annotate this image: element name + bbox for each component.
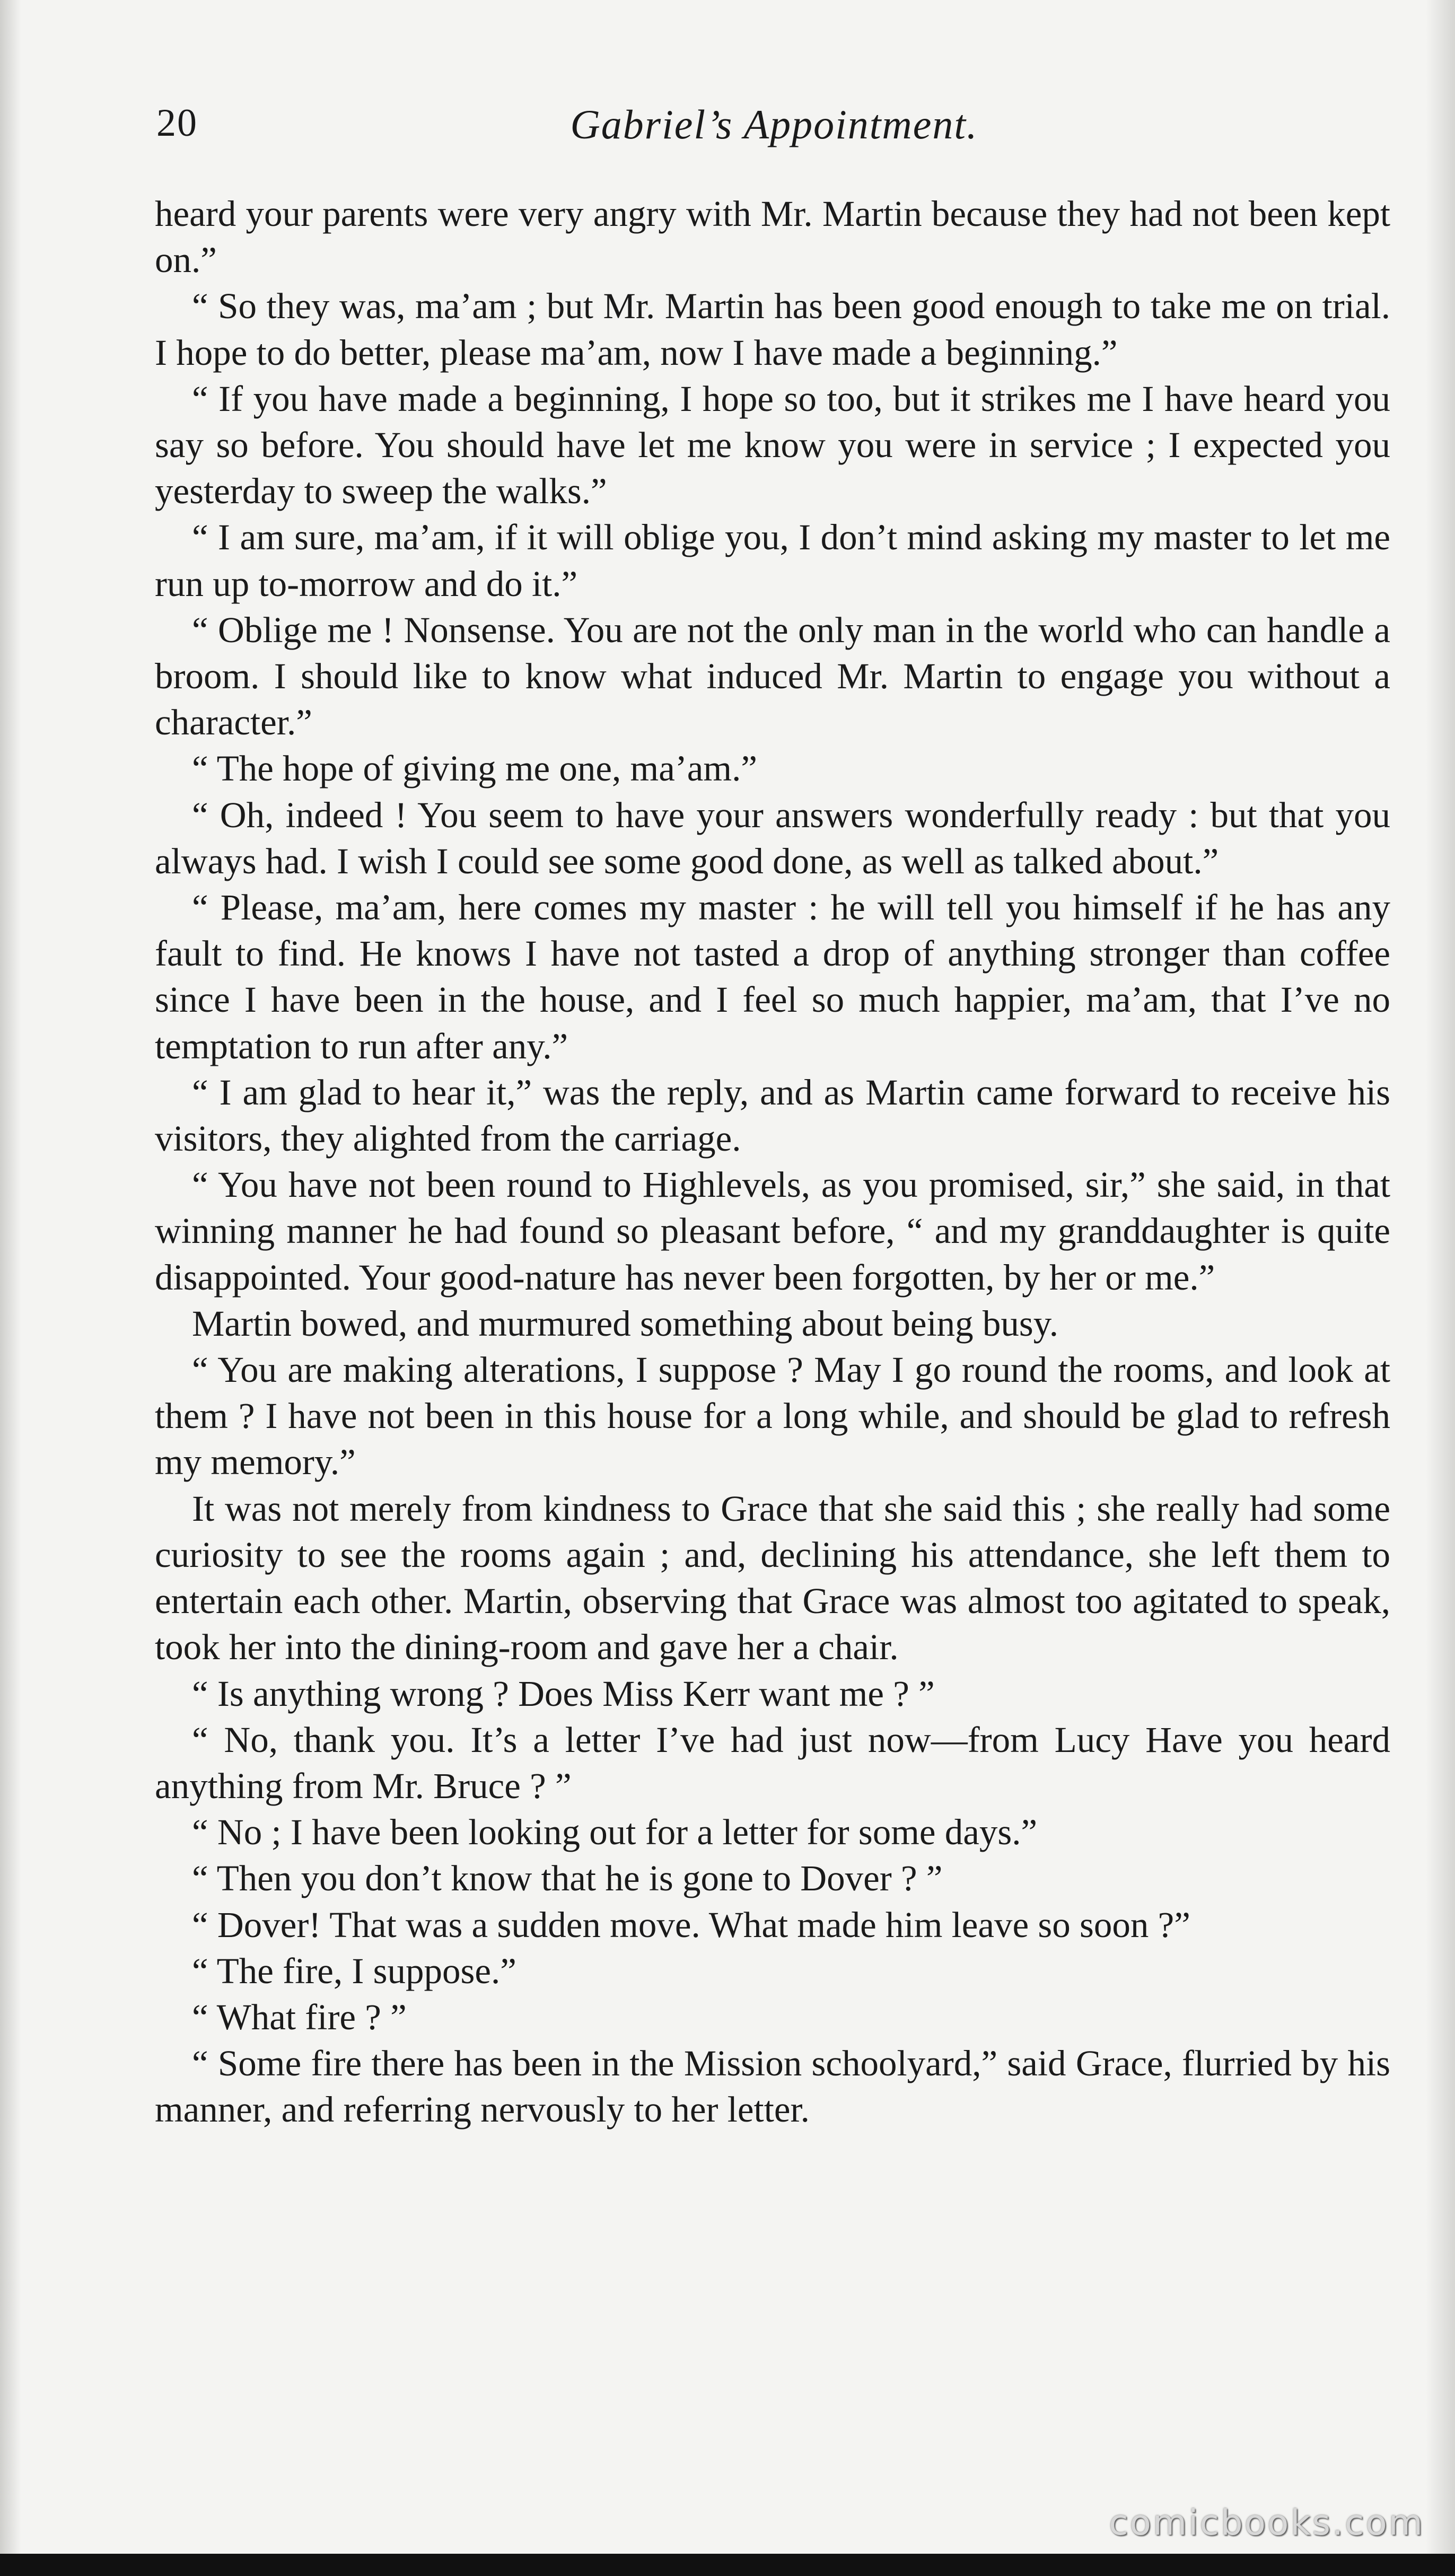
paragraph: “ What fire ? ” xyxy=(192,1996,407,2037)
paragraph: “ Then you don’t know that he is gone to Dover ? ” xyxy=(192,1858,943,1899)
paragraph: “ Please, ma’am, here comes my master : he will tell you himself if he has any fault to find. He knows I have not tasted a drop of anything stronger than coffee since I have been in the house, and I feel so much happier, ma’am, that I’ve no temptation to run after any.” xyxy=(155,887,1390,1066)
paragraph: “ Oh, indeed ! You seem to have your answers wonderfully ready : but that you always had. I wish I could see some good done, as well as talked about.” xyxy=(155,794,1390,881)
paragraph: It was not merely from kindness to Grace that she said this ; she really had some curiosity to see the rooms again ; and, declining his attendance, she left them to entertain each other. Martin, observing that Grace was almost too agitated to speak, took her into the dining-room and gave her a chair. xyxy=(155,1488,1390,1668)
paragraph: heard your parents were very angry with Mr. Martin because they had not been kept on.” xyxy=(155,194,1390,281)
paragraph: “ You are making alterations, I suppose ? May I go round the rooms, and look at them ? I have not been in this house for a long while, and should be glad to refresh my memory.” xyxy=(155,1350,1390,1483)
paragraph: “ Oblige me ! Nonsense. You are not the only man in the world who can handle a broom. I should like to know what induced Mr. Martin to engage you without a character.” xyxy=(155,609,1390,743)
scan-bottom-band xyxy=(0,2554,1455,2576)
paragraph: “ I am sure, ma’am, if it will oblige you, I don’t mind asking my master to let me run up to-morrow and do it.” xyxy=(155,517,1390,604)
running-title: Gabriel’s Appointment. xyxy=(570,101,978,147)
body-text xyxy=(155,191,1390,2133)
paragraph: “ Some fire there has been in the Mission schoolyard,” said Grace, flurried by his manner, and referring nervously to her letter. xyxy=(155,2043,1390,2130)
paragraph: “ The hope of giving me one, ma’am.” xyxy=(192,748,757,789)
paragraph: “ You have not been round to Highlevels, as you promised, sir,” she said, in that winning manner he had found so pleasant before, “ and my granddaughter is quite disappointed. Your good-nature has never been forgotten, by her or me.” xyxy=(155,1164,1390,1298)
page-right-edge-shadow xyxy=(1426,0,1455,2576)
paragraph: “ I am glad to hear it,” was the reply, and as Martin came forward to receive his visitors, they alighted from the carriage. xyxy=(155,1072,1390,1159)
paragraph: “ The fire, I suppose.” xyxy=(192,1950,516,1991)
page-number: 20 xyxy=(156,101,198,145)
page-left-edge-shadow xyxy=(0,0,21,2576)
page-header xyxy=(156,101,1392,159)
paragraph: “ Dover! That was a sudden move. What made him leave so soon ?” xyxy=(192,1904,1190,1945)
paragraph: “ Is anything wrong ? Does Miss Kerr want me ? ” xyxy=(192,1673,935,1714)
paragraph: “ So they was, ma’am ; but Mr. Martin has been good enough to take me on trial. I hope to do better, please ma’am, now I have made a beginning.” xyxy=(155,286,1390,373)
paragraph: “ If you have made a beginning, I hope so too, but it strikes me I have heard you say so before. You should have let me know you were in service ; I expected you yesterday to sweep the walks.” xyxy=(155,378,1390,512)
watermark: comicbooks.com xyxy=(1109,2502,1424,2543)
paragraph: “ No, thank you. It’s a letter I’ve had just now—from Lucy Have you heard anything from Mr. Bruce ? ” xyxy=(155,1719,1390,1806)
paragraph: Martin bowed, and murmured something about being busy. xyxy=(192,1303,1058,1344)
paragraph: “ No ; I have been looking out for a letter for some days.” xyxy=(192,1812,1038,1853)
